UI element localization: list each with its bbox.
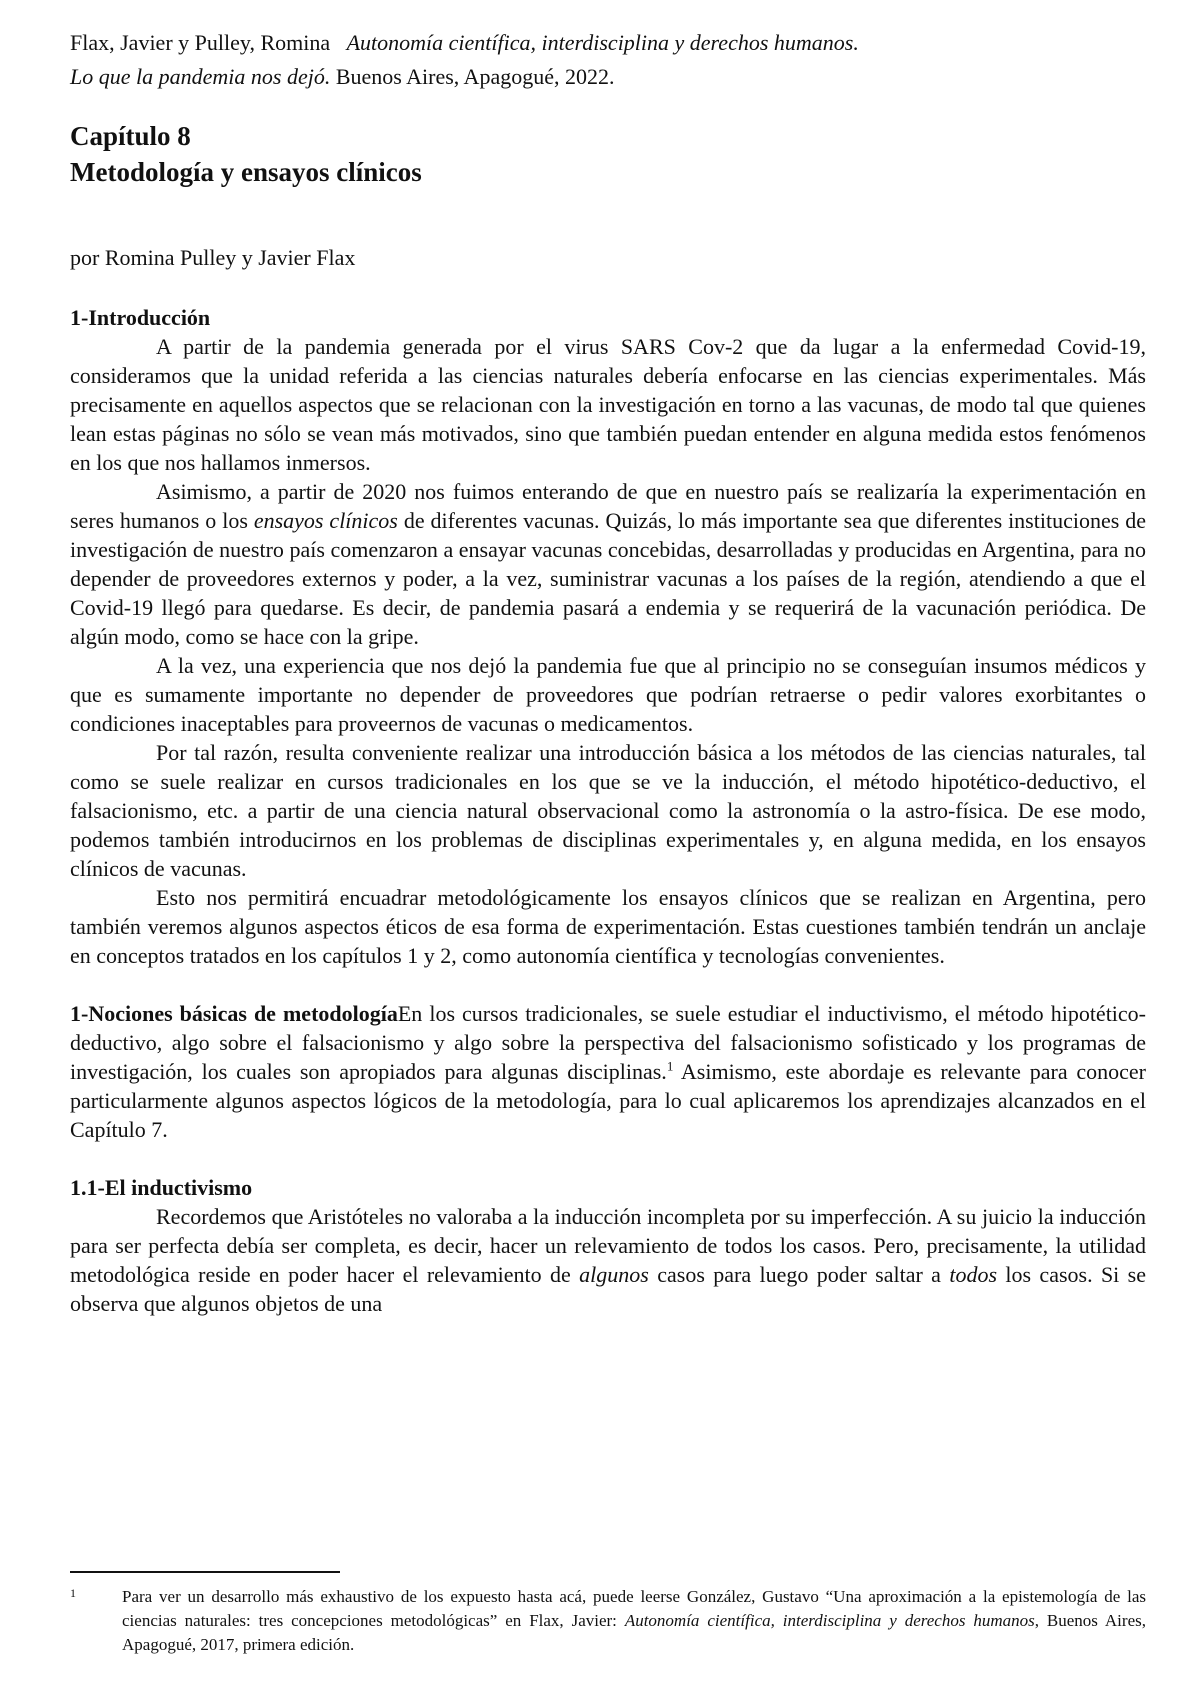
section-heading-nociones: 1-Nociones básicas de metodología [70,1001,398,1026]
paragraph: Recordemos que Aristóteles no valoraba a la inducción incompleta por su imperfección. A su juicio la inducción para ser perfecta debía ser completa, es decir, hacer un relevamiento de todos los casos. Pero, precisamente, la utilidad metodológica reside en poder hacer el relevamiento de algunos casos para luego poder saltar a todos los casos. Si se observa que algunos objetos de una [70,1204,1146,1316]
paragraph: A partir de la pandemia generada por el virus SARS Cov-2 que da lugar a la enfermedad Covid-19, consideramos que la unidad referida a las ciencias naturales debería enfocarse en las ciencias experimentales. Más precisamente en aquellos aspectos que se relacionan con la investigación en torno a las vacunas, de modo tal que quienes lean estas páginas no sólo se vean más motivados, sino que también puedan entender en alguna medida estos fenómenos en los que nos hallamos inmersos. [70,334,1146,475]
body-text [70,303,1146,1318]
chapter-title: Metodología y ensayos clínicos [70,157,422,187]
footnote-number: 1 [70,1586,76,1600]
reference-subtitle: Lo que la pandemia nos dejó. [70,64,331,89]
footnote-emphasis: Autonomía científica, interdisciplina y derechos humanos [624,1611,1035,1630]
footnote-divider [70,1571,340,1573]
footnote-reference[interactable]: 1 [666,1058,674,1074]
footnote [70,1585,1146,1657]
paragraph: Esto nos permitirá encuadrar metodológicamente los ensayos clínicos que se realizan en Argentina, pero también veremos algunos aspectos éticos de esa forma de experimentación. Estas cuestiones también tendrán un anclaje en conceptos tratados en los capítulos 1 y 2, como autonomía científica y tecnologías convenientes. [70,885,1146,968]
emphasis: algunos [579,1262,649,1287]
reference-authors: Flax, Javier y Pulley, Romina [70,30,331,55]
emphasis: todos [949,1262,998,1287]
reference-publisher: Buenos Aires, Apagogué, 2022. [335,64,615,89]
paragraph: Por tal razón, resulta conveniente realizar una introducción básica a los métodos de las ciencias naturales, tal como se suele realizar en cursos tradicionales en los que se ve la inducción, el método hipotético-deductivo, el falsacionismo, etc. a partir de una ciencia natural observacional como la astronomía o la astro-física. De ese modo, podemos también introducirnos en los problemas de disciplinas experimentales y, en alguna medida, en los ensayos clínicos de vacunas. [70,740,1146,881]
section-heading-introduccion: 1-Introducción [70,305,211,330]
byline: por Romina Pulley y Javier Flax [70,245,356,270]
chapter-number: Capítulo 8 [70,121,191,151]
section-heading-inductivismo: 1.1-El inductivismo [70,1175,253,1200]
footnote-text: Para ver un desarrollo más exhaustivo de los expuesto hasta acá, puede leerse González, Gustavo “Una aproximación a la epistemología de las ciencias naturales: tres concepciones metodológicas” en Flax, Javier: Autonomía científica, interdisciplina y derechos humanos, Buenos Aires, Apagogué, 2017, primera edición. [122,1587,1146,1654]
bibliographic-reference [70,26,1150,94]
paragraph: Asimismo, a partir de 2020 nos fuimos enterando de que en nuestro país se realizaría la experimentación en seres humanos o los ensayos clínicos de diferentes vacunas. Quizás, lo más importante sea que diferentes instituciones de investigación de nuestro país comenzaron a ensayar vacunas concebidas, desarrolladas y producidas en Argentina, para no depender de proveedores externos y poder, a la vez, suministrar vacunas a los países de la región, atendiendo a que el Covid-19 llegó para quedarse. Es decir, de pandemia pasará a endemia y se requerirá de la vacunación periódica. De algún modo, como se hace con la gripe. [70,479,1146,649]
emphasis: ensayos clínicos [253,508,398,533]
paragraph-nociones: 1-Nociones básicas de metodologíaEn los cursos tradicionales, se suele estudiar el inductivismo, el método hipotético-deductivo, algo sobre el falsacionismo y algo sobre la perspectiva del falsacionismo sofisticado y los programas de investigación, los cuales son apropiados para algunas disciplinas.$^1$ Asimismo, este abordaje es relevante para conocer particularmente algunos aspectos lógicos de la metodología, para lo cual aplicaremos los aprendizajes alcanzados en el Capítulo 7. [70,1001,1147,1142]
reference-title: Autonomía científica, interdisciplina y derechos humanos. [346,30,859,55]
chapter-heading [70,118,422,190]
paragraph: A la vez, una experiencia que nos dejó la pandemia fue que al principio no se conseguían insumos médicos y que es sumamente importante no depender de proveedores que podrían retraerse o pedir valores exorbitantes o condiciones inaceptables para proveernos de vacunas o medicamentos. [70,653,1146,736]
